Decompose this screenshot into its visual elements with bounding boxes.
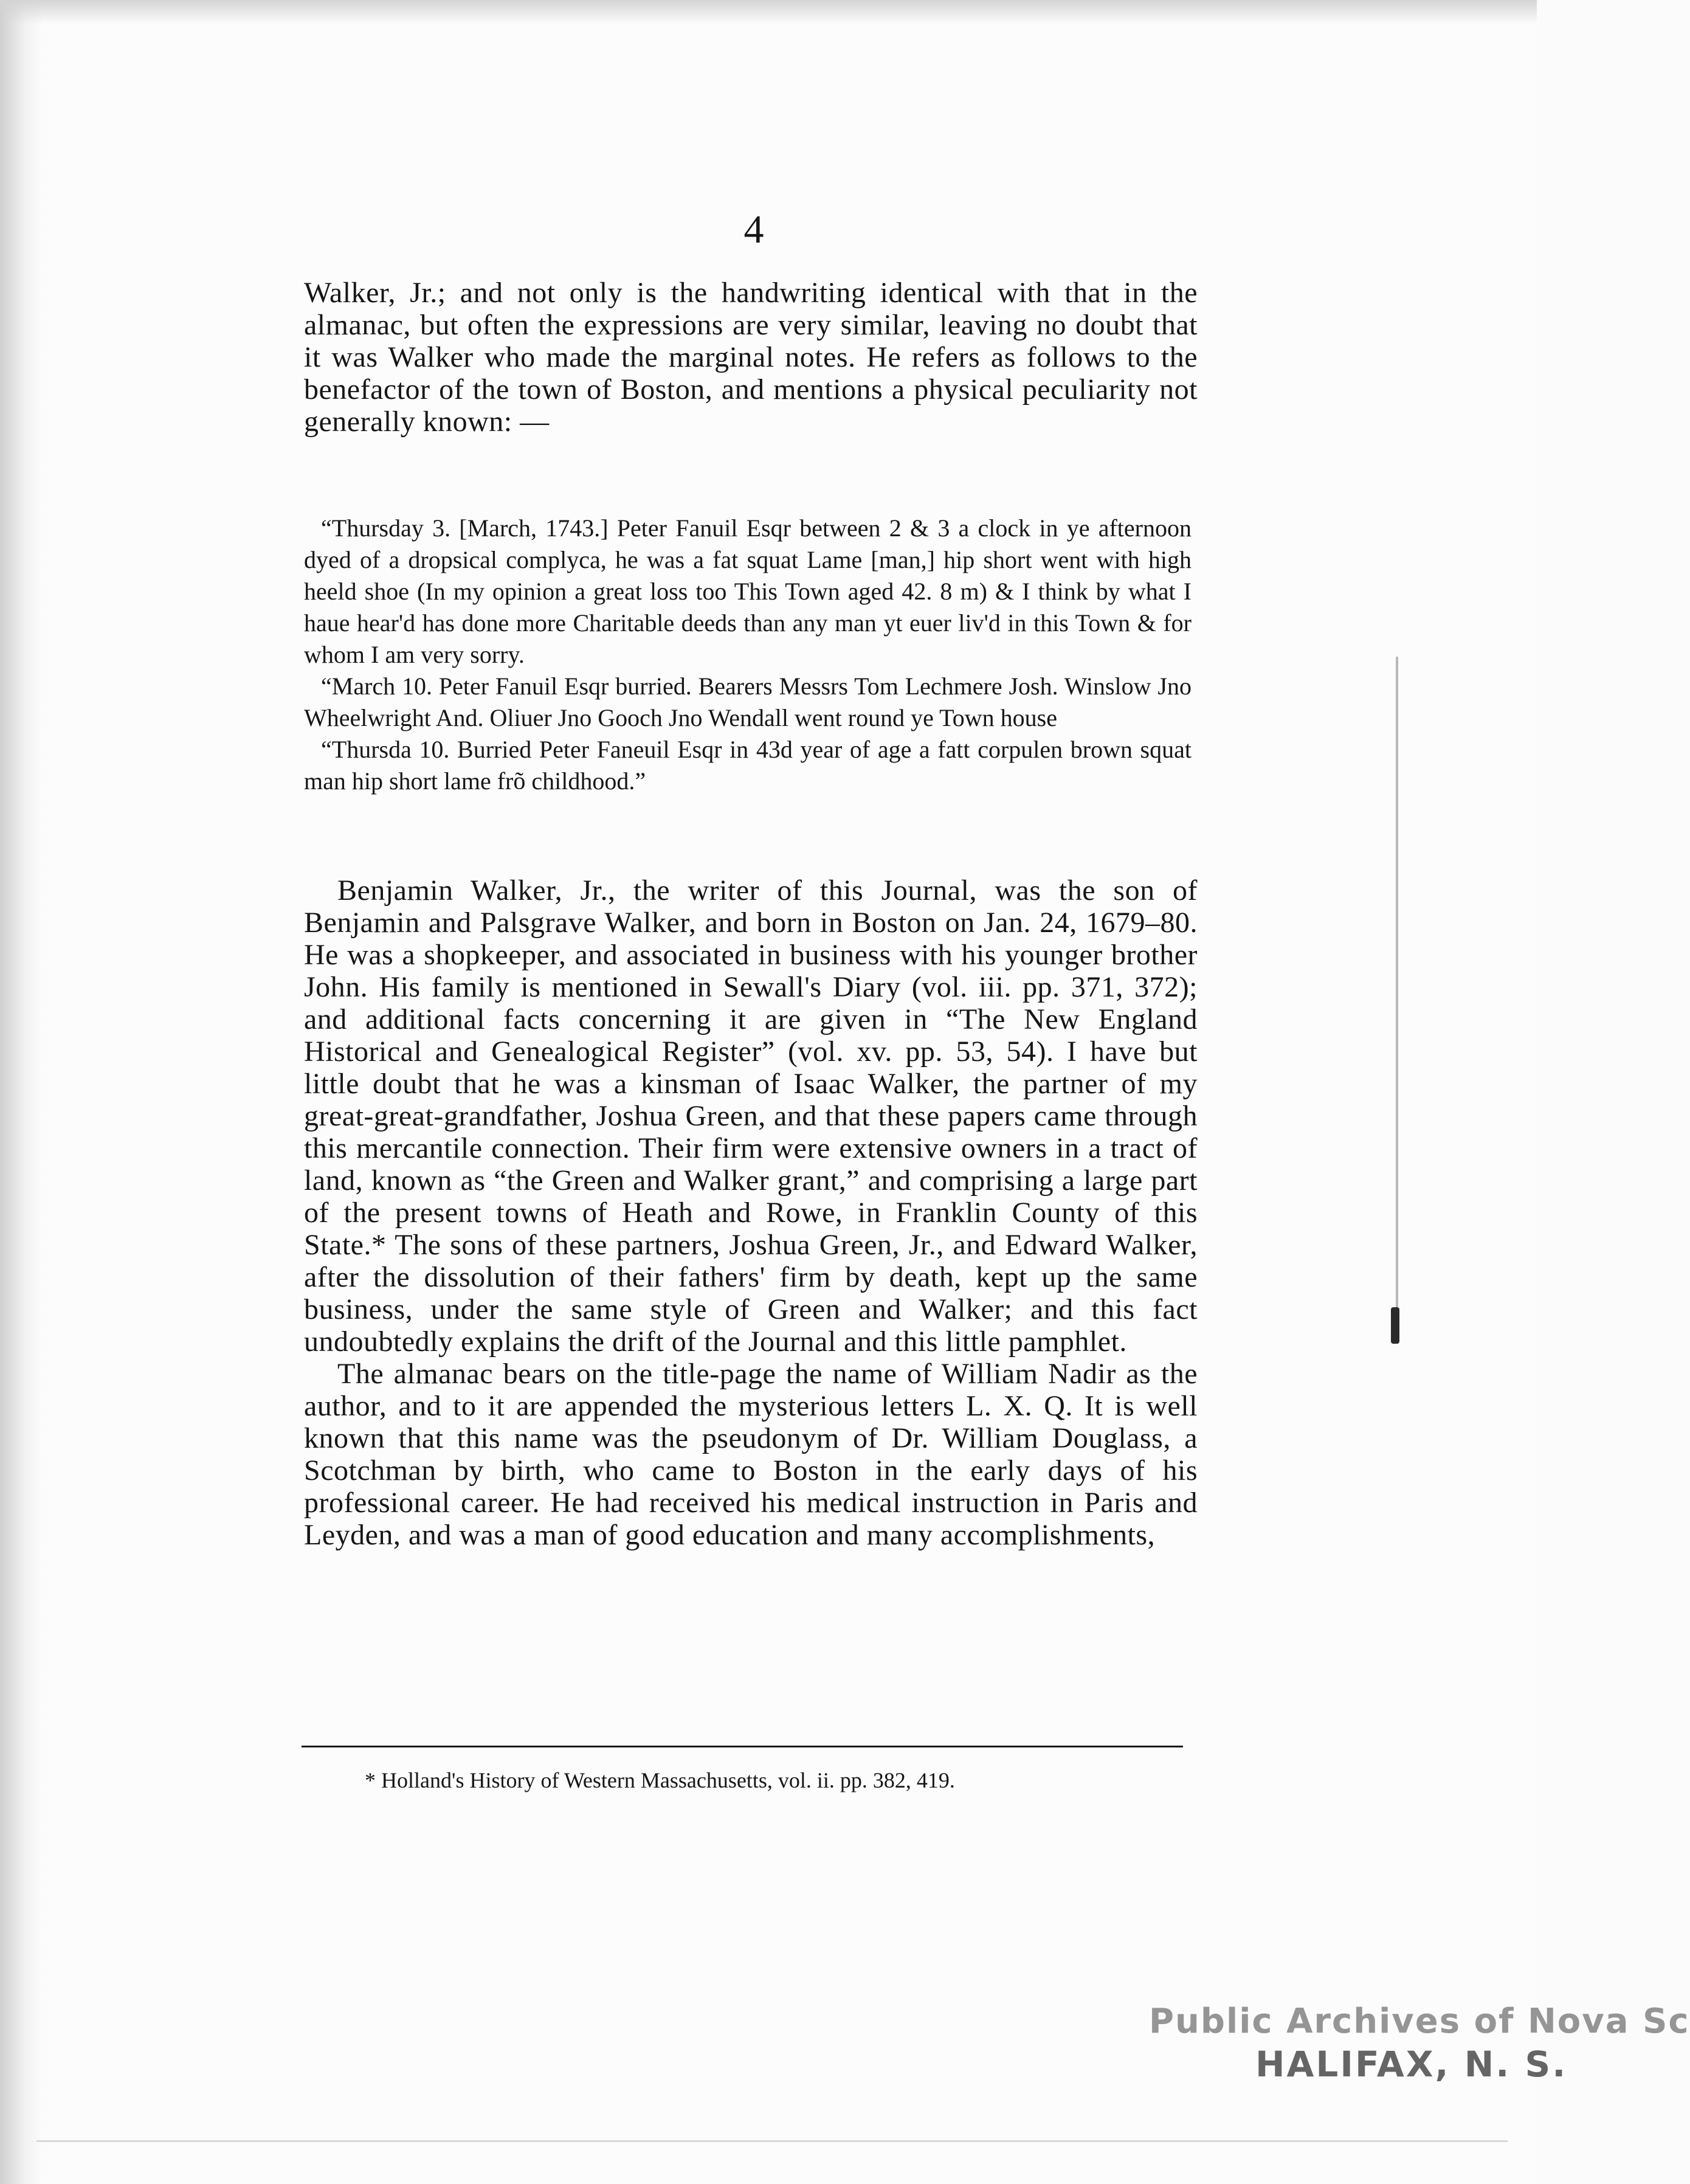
page-fold-line xyxy=(1396,657,1398,1344)
page-number: 4 xyxy=(743,207,764,252)
quote-thursda-10: “Thursda 10. Burried Peter Faneuil Esqr in 43d year of age a fatt corpulen brown squat man hip short lame frõ childhood.” xyxy=(304,736,1192,795)
journal-quotations xyxy=(304,513,1192,797)
stamp-line-halifax: HALIFAX, N. S. xyxy=(1255,2044,1568,2085)
scan-shadow-top xyxy=(0,0,1537,24)
intro-paragraph: Walker, Jr.; and not only is the handwriting identical with that in the almanac, but often the expressions are very similar, leaving no doubt that it was Walker who made the marginal notes. He refers as follows to the benefactor of the town of Boston, and mentions a physical peculiarity not generally known: — xyxy=(304,277,1198,438)
scan-shadow-left xyxy=(0,0,43,2184)
quote-thursday-3: “Thursday 3. [March, 1743.] Peter Fanuil Esqr between 2 & 3 a clock in ye afternoon dyed of a dropsical complyca, he was a fat squat Lame [man,] hip short went with high heeld shoe (In my opinion a great loss too This Town aged 42. 8 m) & I think by what I haue hear'd has done more Charitable deeds than any man yt euer liv'd in this Town & for whom I am very sorry. xyxy=(304,514,1192,668)
main-paragraphs xyxy=(304,874,1198,1551)
fold-mark xyxy=(1391,1307,1399,1344)
almanac-paragraph: The almanac bears on the title-page the name of William Nadir as the author, and to it are appended the mysterious letters L. X. Q. It is well known that this name was the pseudonym of Dr. William Douglass, a Scotchman by birth, who came to Boston in the early days of his professional career. He had received his medical instruction in Paris and Leyden, and was a man of good education and many accomplishments, xyxy=(304,1358,1198,1551)
archive-stamp xyxy=(1149,2000,1690,2086)
intro-paragraph-block xyxy=(304,277,1198,438)
stamp-line-archives: Public Archives of Nova Sc xyxy=(1149,2002,1690,2041)
footnote-rule xyxy=(302,1746,1183,1747)
footnote: * Holland's History of Western Massachusetts, vol. ii. pp. 382, 419. xyxy=(365,1768,955,1792)
page-bottom-edge xyxy=(36,2140,1508,2142)
walker-paragraph: Benjamin Walker, Jr., the writer of this Journal, was the son of Benjamin and Palsgrave Walker, and born in Boston on Jan. 24, 1679–80. He was a shopkeeper, and associated in business with his younger brother John. His family is mentioned in Sewall's Diary (vol. iii. pp. 371, 372); and additional facts concerning it are given in “The New England Historical and Genealogical Register” (vol. xv. pp. 53, 54). I have but little doubt that he was a kinsman of Isaac Walker, the partner of my great-great-grandfather, Joshua Green, and that these papers came through this mercantile connection. Their firm were extensive owners in a tract of land, known as “the Green and Walker grant,” and comprising a large part of the present towns of Heath and Rowe, in Franklin County of this State.* The sons of these partners, Joshua Green, Jr., and Edward Walker, after the dissolution of their fathers' firm by death, kept up the same business, under the same style of Green and Walker; and this fact undoubtedly explains the drift of the Journal and this little pamphlet. xyxy=(304,874,1198,1358)
quote-march-10: “March 10. Peter Fanuil Esqr burried. Bearers Messrs Tom Lechmere Josh. Winslow Jno Wheelwright And. Oliuer Jno Gooch Jno Wendall went round ye Town house xyxy=(304,672,1192,731)
